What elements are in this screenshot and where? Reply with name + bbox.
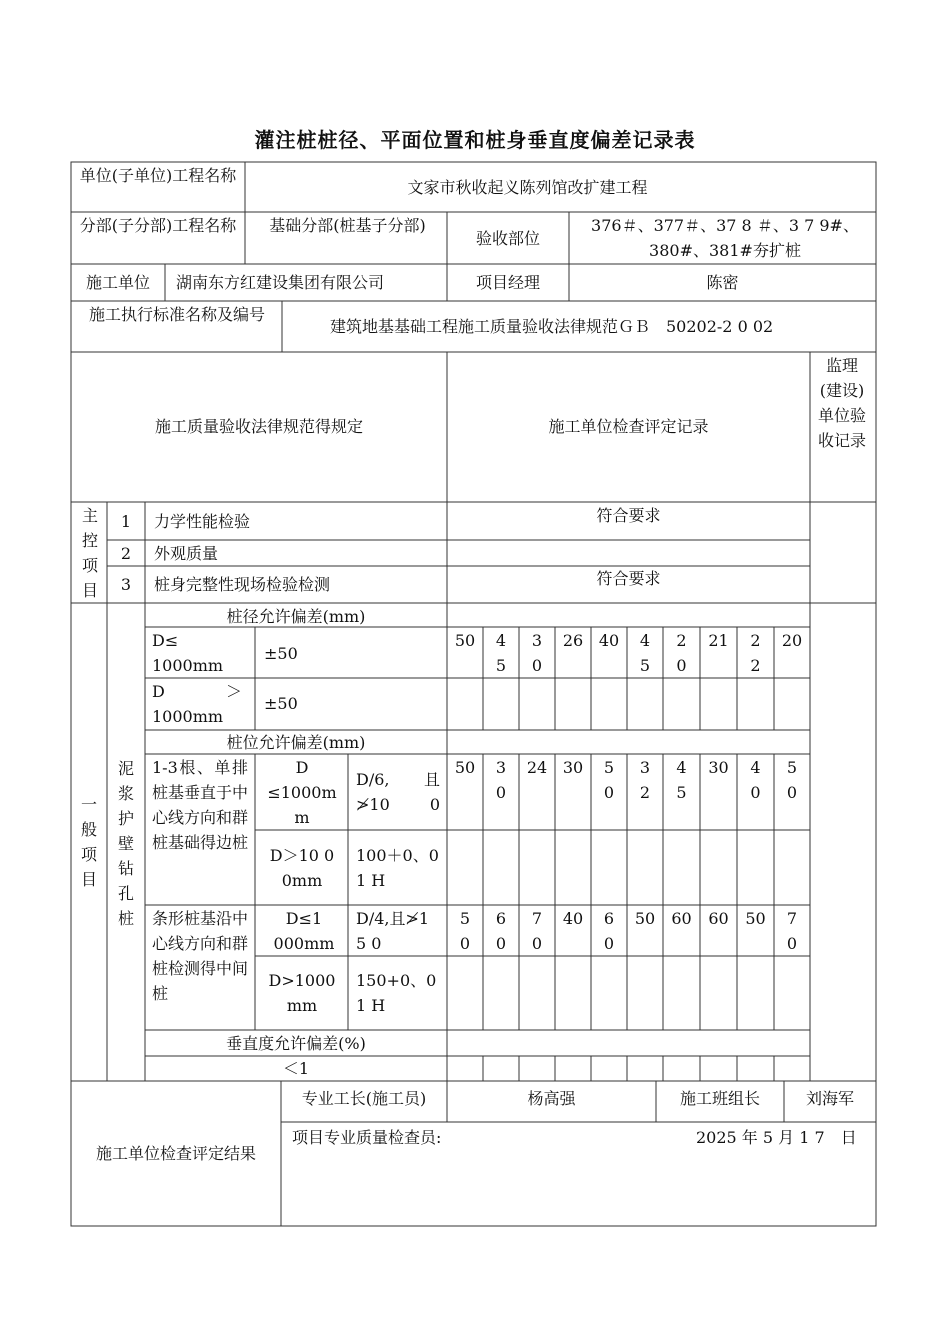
main-item-name: 外观质量 <box>154 544 219 563</box>
inspector-label: 项目专业质量检查员: <box>292 1128 442 1147</box>
pos2a-tolerance: D/4,且≯1 5 0 <box>356 909 430 953</box>
standard-label: 施工执行标准名称及编号 <box>88 305 265 324</box>
pos2a-condition: D≤1 000mm <box>273 909 335 953</box>
pos1a-value-cell: 30 <box>708 758 729 777</box>
pos2a-value-cell: 5 0 <box>459 909 471 953</box>
d1-tolerance: ±50 <box>264 644 298 663</box>
foreman-value: 杨高强 <box>527 1089 576 1108</box>
contractor-label: 施工单位 <box>85 273 150 292</box>
main-item-result: 符合要求 <box>596 569 661 588</box>
pos1-description: 1-3根、单排桩基垂直于中心线方向和群桩基础得边桩 <box>152 758 249 852</box>
page-title: 灌注桩桩径、平面位置和桩身垂直度偏差记录表 <box>254 128 696 152</box>
pos1a-tolerance: D/6, 且≯10 0 <box>356 770 440 814</box>
pm-value: 陈密 <box>706 273 739 292</box>
verticality-title: 垂直度允许偏差(%) <box>226 1034 366 1053</box>
main-items-label: 主控项目 <box>81 506 98 600</box>
pos1a-value-cell: 5 0 <box>786 758 798 802</box>
pos1b-condition: D＞10 0 0mm <box>269 846 335 890</box>
pos2-description: 条形桩基沿中心线方向和群桩检测得中间桩 <box>152 909 249 1003</box>
division-label: 分部(子分部)工程名称 <box>79 216 237 235</box>
position-title: 桩位允许偏差(mm) <box>226 733 366 752</box>
d1-condition: D≤ 1000mm <box>152 631 224 675</box>
main-item-no: 3 <box>120 575 132 594</box>
pos2a-value-cell: 40 <box>562 909 584 928</box>
pm-label: 项目经理 <box>475 273 540 292</box>
d1-value-cell: 40 <box>598 631 620 650</box>
main-item-no: 2 <box>120 544 132 563</box>
team-leader-value: 刘海军 <box>805 1089 854 1108</box>
d2-tolerance: ±50 <box>264 694 298 713</box>
main-item-name: 力学性能检验 <box>154 512 251 531</box>
division-value: 基础分部(桩基子分部) <box>269 216 426 235</box>
record-column-header: 施工单位检查评定记录 <box>548 417 709 436</box>
diameter-title: 桩径允许偏差(mm) <box>226 607 366 626</box>
pos2b-tolerance: 150+0、0 1 H <box>356 971 437 1015</box>
accept-part-label: 验收部位 <box>475 229 540 248</box>
pos1a-value-cell: 24 <box>526 758 548 777</box>
spec-column-header: 施工质量验收法律规范得规定 <box>154 417 363 436</box>
inspection-date: 2025 年 5 月 1 7 日 <box>696 1128 857 1147</box>
pos2b-condition: D>1000 mm <box>268 971 336 1015</box>
verticality-condition: ＜1 <box>282 1059 310 1078</box>
team-leader-label: 施工班组长 <box>679 1089 760 1108</box>
result-label: 施工单位检查评定结果 <box>95 1144 256 1163</box>
general-items-label: 一般项目 <box>80 795 97 889</box>
d1-value-cell: 2 2 <box>750 631 761 675</box>
pos2a-value-cell: 7 0 <box>786 909 798 953</box>
d1-value-cell: 3 0 <box>531 631 543 675</box>
supervisor-column-header: 监理(建设)单位验收记录 <box>818 356 867 450</box>
d1-value-cell: 50 <box>454 631 476 650</box>
pos2a-value-cell: 60 <box>671 909 692 928</box>
d2-condition: D ＞1000mm <box>152 682 242 726</box>
main-item-result: 符合要求 <box>596 506 661 525</box>
pos1a-value-cell: 4 5 <box>676 758 687 802</box>
contractor-value: 湖南东方红建设集团有限公司 <box>176 273 385 292</box>
pos1a-value-cell: 30 <box>562 758 584 777</box>
d1-value-cell: 21 <box>708 631 729 650</box>
pos2a-value-cell: 6 0 <box>495 909 507 953</box>
unit-value: 文家市秋收起义陈列馆改扩建工程 <box>407 178 648 197</box>
pos2a-value-cell: 6 0 <box>603 909 615 953</box>
pos2a-value-cell: 50 <box>634 909 656 928</box>
unit-label: 单位(子单位)工程名称 <box>79 166 237 185</box>
d1-value-cell: 2 0 <box>676 631 687 675</box>
pos1a-value-cell: 3 2 <box>639 758 651 802</box>
pos2a-value-cell: 60 <box>708 909 729 928</box>
d1-value-cell: 4 5 <box>495 631 507 675</box>
pos1a-value-cell: 5 0 <box>603 758 615 802</box>
main-item-name: 桩身完整性现场检验检测 <box>154 575 331 594</box>
pos1a-value-cell: 50 <box>454 758 476 777</box>
pos1b-tolerance: 100＋0、0 1 H <box>356 846 439 890</box>
d1-value-cell: 26 <box>562 631 584 650</box>
foreman-label: 专业工长(施工员) <box>301 1089 427 1108</box>
pos1a-value-cell: 3 0 <box>495 758 507 802</box>
pos1a-condition: D ≤1000m m <box>267 758 337 827</box>
pos1a-value-cell: 4 0 <box>750 758 761 802</box>
d1-value-cell: 20 <box>781 631 803 650</box>
d1-value-cell: 4 5 <box>639 631 651 675</box>
sub-label: 泥浆护壁钻孔桩 <box>117 759 134 928</box>
standard-value: 建筑地基基础工程施工质量验收法律规范ＧＢ 50202-2 0 02 <box>330 317 774 336</box>
main-item-no: 1 <box>120 512 132 531</box>
accept-part-value: 376＃、377＃、37 8 ＃、3 7 9#、380#、381#夯扩桩 <box>591 216 859 260</box>
pos2a-value-cell: 7 0 <box>531 909 543 953</box>
pos2a-value-cell: 50 <box>745 909 766 928</box>
